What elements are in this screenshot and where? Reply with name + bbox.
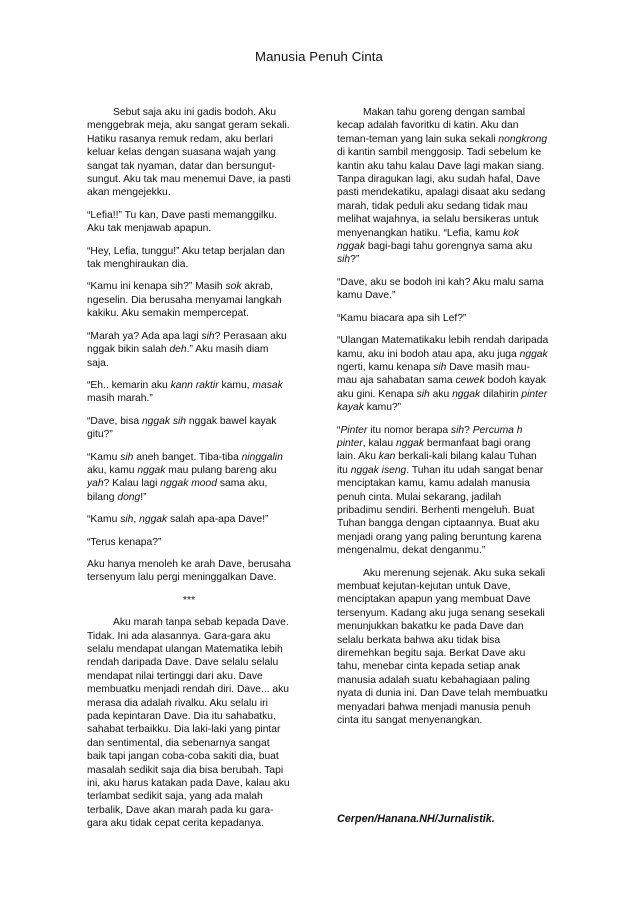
text-run: Aku hanya menoleh ke arah Dave, berusaha tersenyum lalu pergi meninggalkan Dave. [87,558,291,584]
story-title: Manusia Penuh Cinta [255,49,383,64]
paragraph [337,106,549,267]
text-run: kamu, [218,379,253,391]
text-run: “Marah ya? Ada apa lagi [87,330,202,342]
paragraph [87,594,291,607]
text-run: “Ulangan Matematikaku lebih rendah daripada kamu, aku ini bodoh atau apa, aku juga [337,335,549,360]
text-run: “Lefia!!” Tu kan, Dave pasti memanggilku. Aku tak menjawab apapun. [87,209,278,235]
italic-text: nggak [395,437,425,449]
text-run: . Tuhan itu udah sangat benar menciptakan kamu, kamu adalah manusia penuh cinta. Mulai sekarang, jadilah pribadimu sendiri. Berhenti mengeluh. Buat Tuhan bangga dengan ciptaannya. Buat aku menjadi orang yang paling beruntung karena mengenalmu, dekat denganmu.” [337,464,544,557]
italic-text: kok nggak [337,227,520,253]
italic-text: sih [416,388,430,400]
paragraph [337,567,549,728]
text-run: salah apa-apa Dave!” [167,514,269,526]
paragraph [87,209,291,236]
paragraph [87,451,291,505]
italic-text: sih [337,254,351,266]
text-run: ? Perasaan aku nggak bikin salah [87,330,287,356]
italic-text: nggak mood [160,478,217,490]
paragraph [87,536,291,549]
text-run: “Kamu [87,514,121,526]
right-column [337,106,549,736]
italic-text: nggak [452,388,481,400]
text-run: , kalau [362,437,396,449]
italic-text: dong [117,491,141,503]
text-run: “Dave, aku se bodoh ini kah? Aku malu sama kamu Dave.” [337,276,544,302]
text-run: aneh banget. Tiba-tiba [133,451,242,463]
text-run: Dave masih mau-mau aja sahabatan sama [337,361,530,387]
text-run: ? Kalau lagi [103,478,161,490]
paragraph [337,312,549,325]
italic-text: Pinter [340,424,368,436]
italic-text: deh [169,344,187,356]
italic-text: nongkrong [498,133,548,145]
paragraph [337,334,549,414]
text-run: bagi-bagi tahu gorengnya sama aku [365,241,533,253]
italic-text: sih [120,514,134,526]
italic-text: Percuma h pinter [337,424,523,449]
paragraph [87,379,291,406]
italic-text: kann raktir [170,379,219,391]
italic-text: nggak [139,514,168,526]
text-run: *** [182,594,196,606]
text-run: , [133,514,140,526]
italic-text: masak [252,379,283,391]
text-run: berkali-kali bilang kalau Tuhan itu [337,451,537,476]
paragraph [87,513,291,526]
italic-text: nggak [137,464,166,476]
text-run: “Kamu ini kenapa sih?” Masih [87,281,226,293]
italic-text: sih [433,361,447,373]
text-run: ngerti, kamu kenapa [337,361,434,373]
text-run: “Kamu biacara apa sih Lef?” [337,312,467,324]
text-run: bodoh kayak aku gini. Kenapa [337,375,546,400]
text-run: nggak bawel kayak gitu?” [87,415,277,441]
text-run: Makan tahu goreng dengan sambal kecap adalah favoritku di katin. Aku dan teman-teman yang lain suka sekali [337,107,526,145]
text-run: mau pulang bareng aku [165,464,277,476]
text-run: “Terus kenapa?” [87,536,162,548]
italic-text: nggak sih [141,415,187,427]
text-run: “Hey, Lefia, tunggu!” Aku tetap berjalan dan tak menghiraukan dia. [87,245,285,271]
italic-text: nggak [519,348,548,360]
italic-text: sok [225,281,242,293]
italic-text: kan [378,451,396,463]
text-run: “ [337,424,341,436]
text-run: itu nomor berapa [367,424,451,436]
italic-text: nggak iseng [350,464,407,476]
text-run: dilahirin [480,388,522,400]
italic-text: sih [201,330,215,342]
italic-text: yah [87,478,104,490]
paragraph [87,106,291,200]
italic-text: pinter kayak [337,388,548,414]
text-run: akrab, ngeselin. Dia berusaha menyamai langkah kakiku. Aku semakin mempercepat. [87,281,282,320]
text-run: “Dave, bisa [87,415,142,427]
paragraph [87,330,291,370]
paragraph [87,280,291,320]
text-run: Sebut saja aku ini gadis bodoh. Aku menggebrak meja, aku sangat geram sekali. Hatiku rasanya remuk redam, aku berlari keluar kelas dengan suasana wajah yang sangat tak nyaman, datar dan bersungut-sungut. Aku tak mau menemui Dave, ia pasti akan mengejekku. [87,107,291,199]
text-run: “Eh.. kemarin aku [87,379,171,391]
italic-text: sih [120,451,134,463]
text-run: ? [464,424,473,436]
text-run: Aku merenung sejenak. Aku suka sekali membuat kejutan-kejutan untuk Dave, menciptakan apapun yang membuat Dave tersenyum. Kadang aku juga senang sesekali menunjukkan bakatku ke pada Dave dan selalu berkata bahwa aku tidak bisa diremehkan begitu saja. Berkat Dave aku tahu, menebar cinta kepada setiap anak manusia adalah suatu kebahagiaan paling nyata di dunia ini. Dan Dave telah membuatku menyadari bahwa menjadi manusia penuh cinta itu sangat menyenangkan. [337,567,548,727]
text-run: Aku marah tanpa sebab kepada Dave. Tidak. Ini ada alasannya. Gara-gara aku selalu mendapat ulangan Matematika lebih rendah daripada Dave. Dave selalu selalu mendapat nilai tertinggi dari aku. Dave membuatku menjadi rendah diri. Dave... aku merasa dia adalah rivalku. Aku selalu iri pada kepintaran Dave. Dia itu sahabatku, sahabat terbaikku. Dia laki-laki yang pintar dan sentimental, dia sebenarnya sangat baik tapi jangan coba-coba sakiti dia, buat masalah sedikit saja dia bisa berubah. Tapi ini, aku harus katakan pada Dave, kalau aku terlambat sedikit saja, yang ada malah terbalik, Dave akan marah pada ku gara-gara aku tidak cepat cerita kepadanya. [87,617,290,830]
paragraph [87,558,291,585]
text-run: .” Aku masih diam saja. [87,344,269,369]
text-run: masih marah.” [87,393,153,405]
text-run: di kantin sambil menggosip. Tadi sebelum ke kantin aku tahu kalau Dave lagi makan siang. Tanpa diragukan lagi, aku sudah hafal, Dave pasti mendekatiku, apalagi disaat aku sedang marah, tidak peduli aku sedang tidak mau melihat wajahnya, ia selalu bersikeras untuk menyenangkan hatiku. “Lefia, kamu [337,147,546,239]
text-run: kamu?” [363,402,402,414]
paragraph [337,276,549,303]
paragraph [337,424,549,558]
paragraph [87,616,291,831]
text-run: “Kamu [87,451,121,463]
text-run: bermanfaat bagi orang lain. Aku [337,437,531,463]
italic-text: sih [450,424,465,436]
paragraph [87,245,291,272]
left-column [87,106,291,840]
text-run: aku [429,388,453,400]
signature-line: Cerpen/Hanana.NH/Jurnalistik. [337,813,495,825]
italic-text: ninggalin [241,451,283,463]
text-run: aku, kamu [87,464,138,476]
text-run: ?” [350,254,360,266]
text-run: sama aku, bilang [87,478,268,503]
paragraph [87,415,291,442]
italic-text: cewek [455,375,485,387]
text-run: !” [140,491,147,503]
